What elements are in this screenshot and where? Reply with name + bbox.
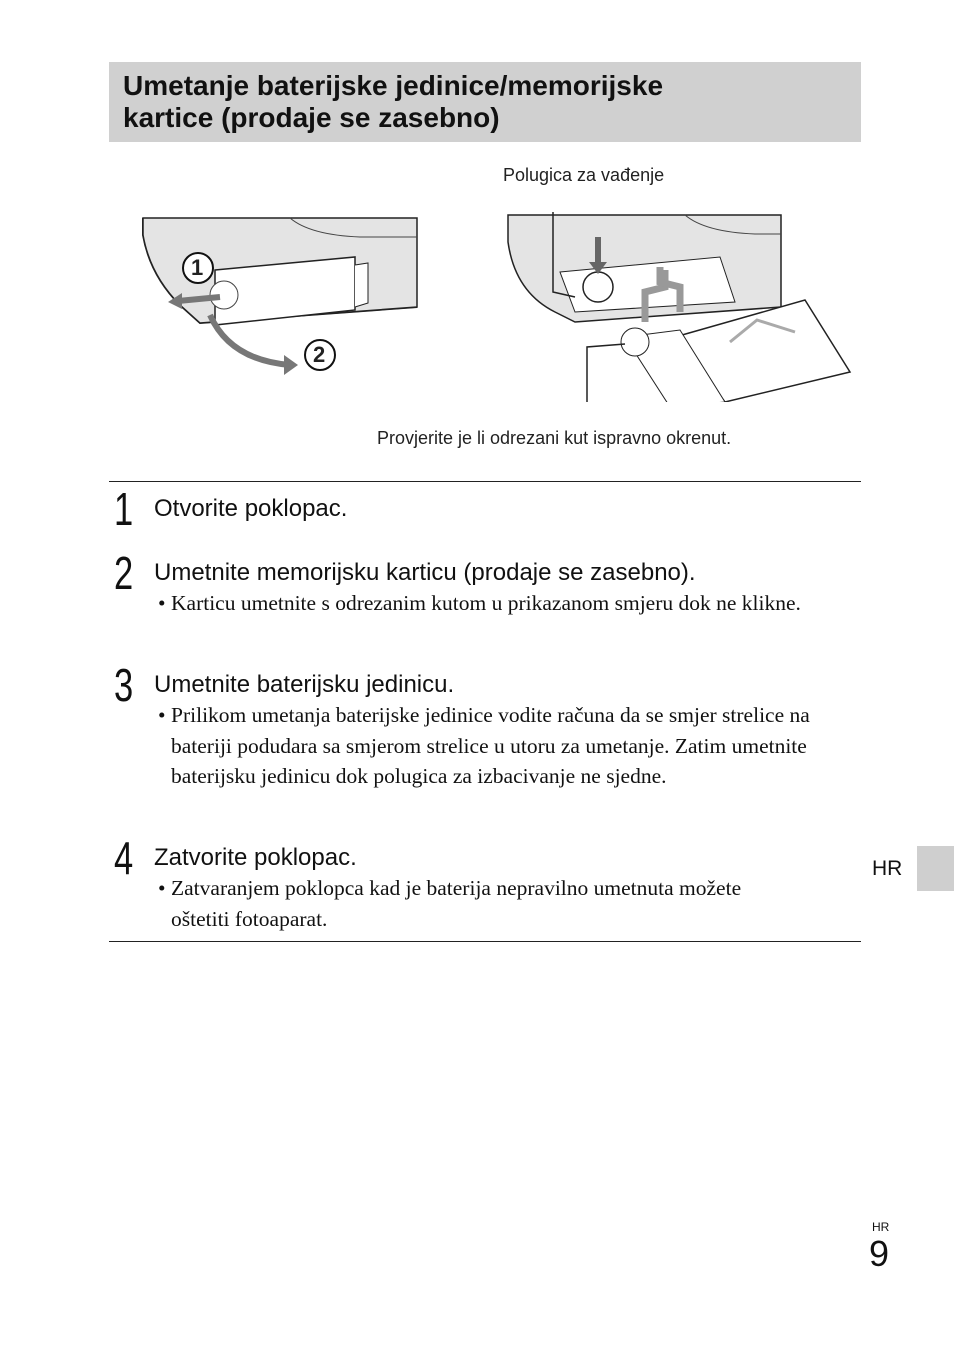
title-line-2: kartice (prodaje se zasebno) [123, 102, 500, 133]
title-line-1: Umetanje baterijske jedinice/memorijske [123, 70, 664, 101]
step-number-1: 1 [114, 483, 134, 535]
section-title [123, 70, 663, 134]
step-number-4: 4 [114, 832, 134, 884]
step-4-text: Zatvaranjem poklopca kad je baterija nepravilno umetnuta možete oštetiti fotoaparat. [171, 876, 742, 931]
open-cover-illustration [140, 215, 420, 375]
callout-1: 1 [191, 255, 204, 280]
section-title-banner [109, 62, 861, 142]
cut-corner-label: Provjerite je li odrezani kut ispravno okrenut. [377, 428, 732, 448]
step-number-2: 2 [114, 547, 134, 599]
language-tab [917, 846, 954, 891]
callout-2: 2 [313, 342, 326, 367]
step-2-text: Karticu umetnite s odrezanim kutom u prikazanom smjeru dok ne klikne. [171, 591, 801, 615]
bullet-icon: • [158, 703, 166, 727]
step-3-bullet [158, 700, 838, 792]
eject-lever-label: Polugica za vađenje [503, 165, 665, 185]
step-heading-2: Umetnite memorijsku karticu (prodaje se zasebno). [154, 559, 696, 586]
step-heading-4: Zatvorite poklopac. [154, 844, 357, 871]
bullet-icon: • [158, 876, 166, 900]
insert-battery-illustration [505, 212, 860, 402]
step-3-text: Prilikom umetanja baterijske jedinice vodite računa da se smjer strelice na bateriji podudara sa smjerom strelice u utoru za umetanje. Zatim umetnite baterijsku jedinicu dok polugica za izbacivanje ne sjedne. [171, 703, 810, 788]
bullet-icon: • [158, 591, 166, 615]
step-number-3: 3 [114, 659, 134, 711]
step-4-bullet [158, 873, 798, 934]
step-heading-3: Umetnite baterijsku jedinicu. [154, 671, 455, 698]
footer-language: HR [872, 1220, 890, 1234]
language-label: HR [872, 857, 903, 880]
page-number: 9 [869, 1233, 890, 1274]
steps-bottom-rule [109, 941, 861, 942]
step-heading-1: Otvorite poklopac. [154, 495, 348, 522]
step-2-bullet [158, 588, 863, 619]
steps-top-rule [109, 481, 861, 482]
